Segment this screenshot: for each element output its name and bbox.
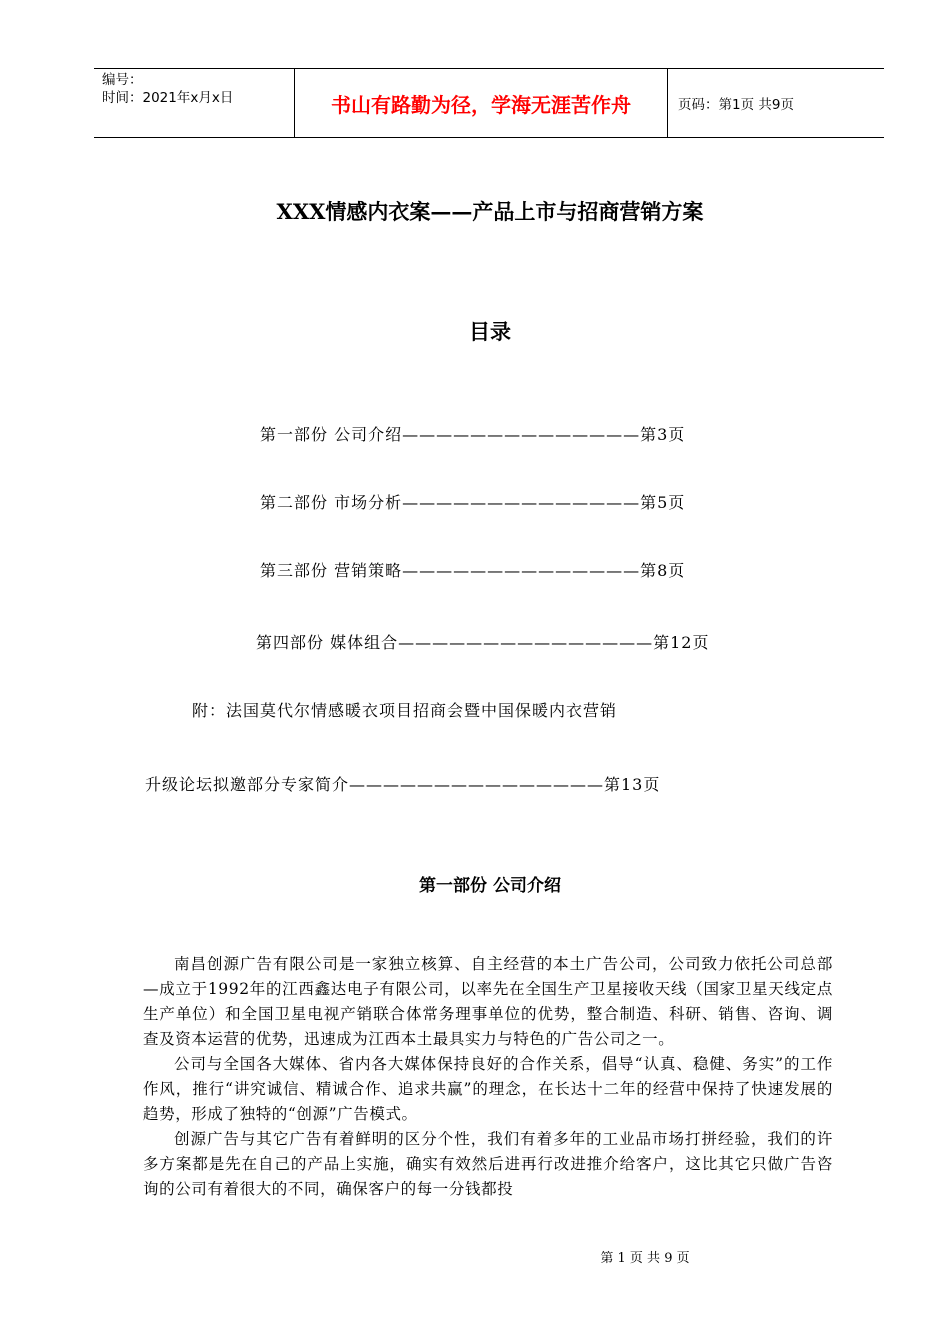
toc-appendix-line-1: 附：法国莫代尔情感暖衣项目招商会暨中国保暖内衣营销 [192, 701, 618, 720]
header-motto [295, 69, 668, 137]
toc-appendix-line-2: 升级论坛拟邀部分专家简介———————————————第13页 [145, 775, 661, 794]
body-paragraph-1: 南昌创源广告有限公司是一家独立核算、自主经营的本土广告公司，公司致力依托公司总部—成立于1992年的江西鑫达电子有限公司，以率先在全国生产卫星接收天线（国家卫星天线定点生产单位）和全国卫星电视产销联合体常务理事单位的优势，整合制造、科研、销售、咨询、调查及资本运营的优势，迅速成为江西本土最具实力与特色的广告公司之一。 [143, 955, 833, 1048]
body-paragraph-3: 创源广告与其它广告有着鲜明的区分个性，我们有着多年的工业品市场打拼经验，我们的许多方案都是先在自己的产品上实施，确实有效然后进再行改进推介给客户，这比其它只做广告咨询的公司有着很大的不同，确保客户的每一分钱都投 [143, 1130, 833, 1198]
page-footer: 第 1 页 共 9 页 [600, 1251, 690, 1266]
toc-item-2: 第二部份 市场分析——————————————第5页 [260, 493, 686, 512]
body-paragraph-2: 公司与全国各大媒体、省内各大媒体保持良好的合作关系，倡导“认真、稳健、务实”的工作作风，推行“讲究诚信、精诚合作、追求共赢”的理念，在长达十二年的经营中保持了快速发展的趋势，形成了独特的“创源”广告模式。 [143, 1055, 833, 1123]
toc-heading: 目录 [469, 319, 511, 344]
section-heading: 第一部份 公司介绍 [419, 876, 561, 896]
header-page-code-text: 页码：第1页 共9页 [678, 97, 794, 113]
header-meta [94, 69, 295, 137]
toc-item-3: 第三部份 营销策略——————————————第8页 [260, 561, 686, 580]
header-page-code [668, 69, 884, 137]
header-time: 时间：2021年x月x日 [102, 90, 234, 106]
document-title: XXX情感内衣案——产品上市与招商营销方案 [276, 199, 704, 224]
section-body [143, 952, 833, 1202]
header-number-label: 编号： [102, 72, 143, 88]
toc-item-1: 第一部份 公司介绍——————————————第3页 [260, 425, 686, 444]
document-header [94, 68, 884, 138]
header-motto-text: 书山有路勤为径，学海无涯苦作舟 [331, 92, 631, 117]
toc-item-4: 第四部份 媒体组合———————————————第12页 [256, 633, 710, 652]
